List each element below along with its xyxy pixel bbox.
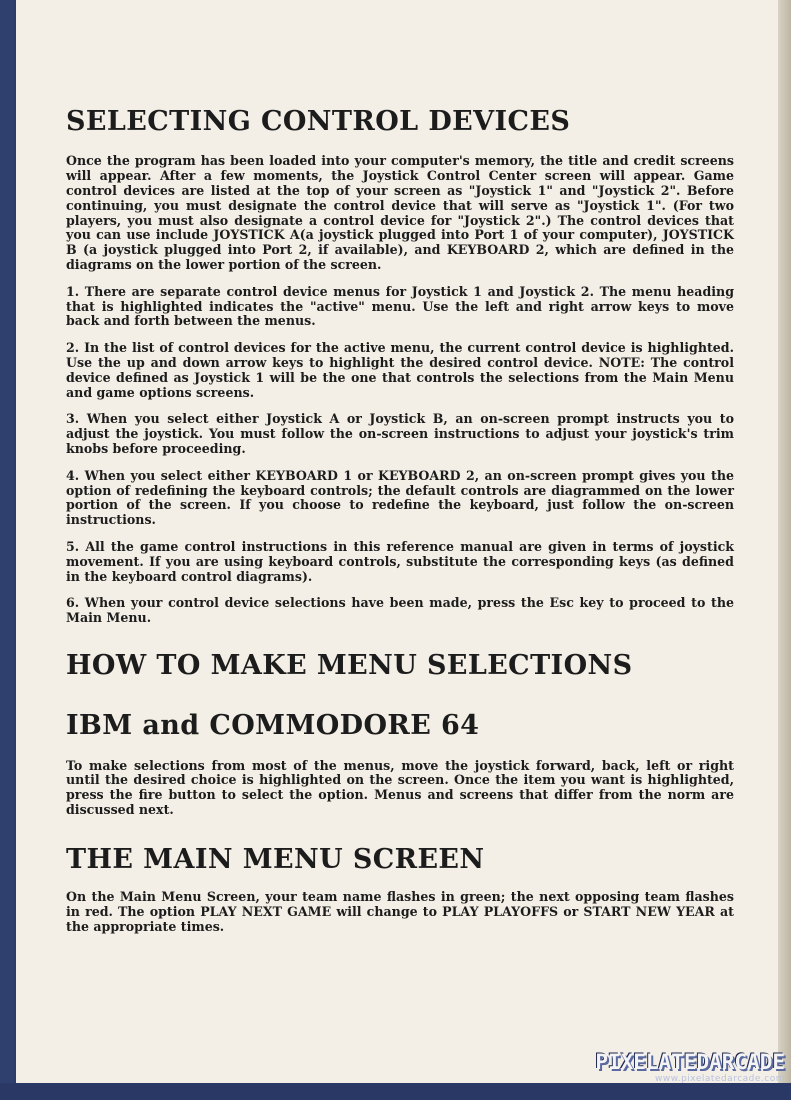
step-3-paragraph: 3. When you select either Joystick A or Joystick B, an on-screen prompt instructs you to adjust the joystick. You must follow the on-screen instructions to adjust your joystick's trim knobs before proceeding.	[66, 411, 734, 456]
watermark	[595, 1050, 785, 1084]
page-content	[66, 100, 734, 947]
scan-background-band	[0, 1083, 791, 1100]
heading-selecting-control-devices: SELECTING CONTROL DEVICES	[66, 106, 571, 137]
step-5-paragraph: 5. All the game control instructions in this reference manual are given in terms of joystick movement. If you are using keyboard controls, substitute the corresponding keys (as defined in the keyboard control diagrams).	[66, 538, 734, 584]
step-4-paragraph: 4. When you select either KEYBOARD 1 or KEYBOARD 2, an on-screen prompt gives you the option of redefining the keyboard controls; the default controls are diagrammed on the lower portion of the screen. If you choose to redefine the keyboard, just follow the on-screen instructions.	[66, 467, 734, 528]
step-1-paragraph: 1. There are separate control device menus for Joystick 1 and Joystick 2. The menu heading that is highlighted indicates the "active" menu. Use the left and right arrow keys to move back and forth between the menus.	[66, 283, 734, 329]
intro-paragraph: Once the program has been loaded into your computer's memory, the title and credit screens will appear. After a few moments, the Joystick Control Center screen will appear. Game control devices are listed at the top of your screen as "Joystick 1" and "Joystick 2". Before continuing, you must designate the control device that will serve as "Joystick 1". (For two players, you must also designate a control device for "Joystick 2".) The control devices that you can use include JOYSTICK A(a joystick plugged into Port 1 of your computer), JOYSTICK B (a joystick plugged into Port 2, if available), and KEYBOARD 2, which are defined in the diagrams on the lower portion of the screen.	[66, 153, 734, 272]
ibm-paragraph: To make selections from most of the menus, move the joystick forward, back, left or right until the desired choice is highlighted on the screen. Once the item you want is highlighted, press the fire button to select the option. Menus and screens that differ from the norm are discussed next.	[66, 757, 734, 818]
heading-ibm-commodore: IBM and COMMODORE 64	[66, 710, 480, 742]
heading-main-menu-screen: THE MAIN MENU SCREEN	[66, 843, 485, 875]
step-2-paragraph: 2. In the list of control devices for the active menu, the current control device is highlighted. Use the up and down arrow keys to highlight the desired control device. NOTE: The control device defined as Joystick 1 will be the one that controls the selections from the Main Menu and game options screens.	[66, 340, 734, 400]
page-fold-edge	[778, 0, 791, 1083]
manual-page	[16, 0, 778, 1083]
main-menu-paragraph: On the Main Menu Screen, your team name flashes in green; the next opposing team flashes in red. The option PLAY NEXT GAME will change to PLAY PLAYOFFS or START NEW YEAR at the appropriate times.	[66, 889, 734, 934]
heading-menu-selections: HOW TO MAKE MENU SELECTIONS	[66, 649, 633, 681]
step-6-paragraph: 6. When your control device selections have been made, press the Esc key to proceed to the Main Menu.	[66, 595, 734, 626]
watermark-url: www.pixelatedarcade.com	[654, 1074, 785, 1084]
watermark-logo: PIXELATEDARCADE	[595, 1050, 785, 1074]
